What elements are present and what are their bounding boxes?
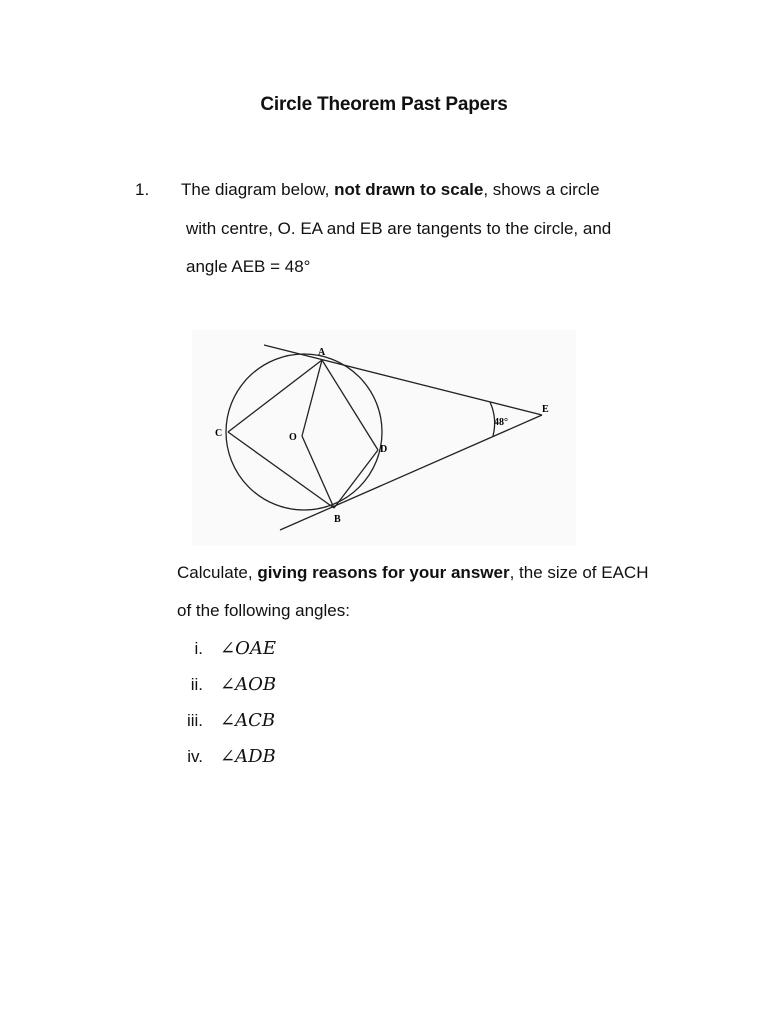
chord-db — [334, 450, 378, 508]
chord-ac — [228, 360, 322, 432]
page-title: Circle Theorem Past Papers — [260, 94, 508, 115]
label-e: E — [542, 404, 549, 415]
label-d: D — [380, 444, 388, 455]
label-o: O — [289, 432, 297, 443]
instruction-text: , the size of EACH — [509, 563, 649, 582]
instruction-line-1 — [177, 563, 648, 583]
circle-diagram — [192, 330, 576, 546]
part-angle-acb: ∠ACB — [220, 710, 276, 731]
question-line-2: with centre, O. EA and EB are tangents to the circle, and — [186, 219, 612, 238]
part-numeral-iv: iv. — [187, 747, 203, 766]
part-angle-oae: ∠OAE — [220, 638, 276, 659]
instruction-line-2: of the following angles: — [177, 601, 350, 620]
label-angle-e: 48° — [494, 417, 508, 428]
tangent-eb — [280, 415, 542, 530]
diagram-svg — [192, 330, 576, 546]
part-angle-adb: ∠ADB — [220, 746, 276, 767]
label-b: B — [334, 514, 341, 525]
emphasis-text: giving reasons for your answer — [257, 563, 510, 582]
question-text: The diagram below, — [181, 180, 335, 199]
part-angle-aob: ∠AOB — [220, 674, 277, 695]
instruction-text: Calculate, — [177, 563, 258, 582]
question-line-3: angle AEB = 48° — [186, 257, 311, 276]
tangent-ea — [264, 345, 542, 415]
emphasis-text: not drawn to scale — [334, 180, 484, 199]
question-number: 1. — [135, 180, 150, 199]
radius-oa — [302, 360, 322, 436]
part-numeral-ii: ii. — [190, 675, 203, 694]
label-a: A — [318, 347, 326, 358]
part-numeral-iii: iii. — [186, 711, 203, 730]
question-text: , shows a circle — [483, 180, 600, 199]
chord-ad — [322, 360, 378, 450]
question-line-1 — [181, 180, 600, 200]
part-numeral-i: i. — [194, 639, 203, 658]
chord-cb — [228, 432, 334, 508]
label-c: C — [215, 428, 223, 439]
